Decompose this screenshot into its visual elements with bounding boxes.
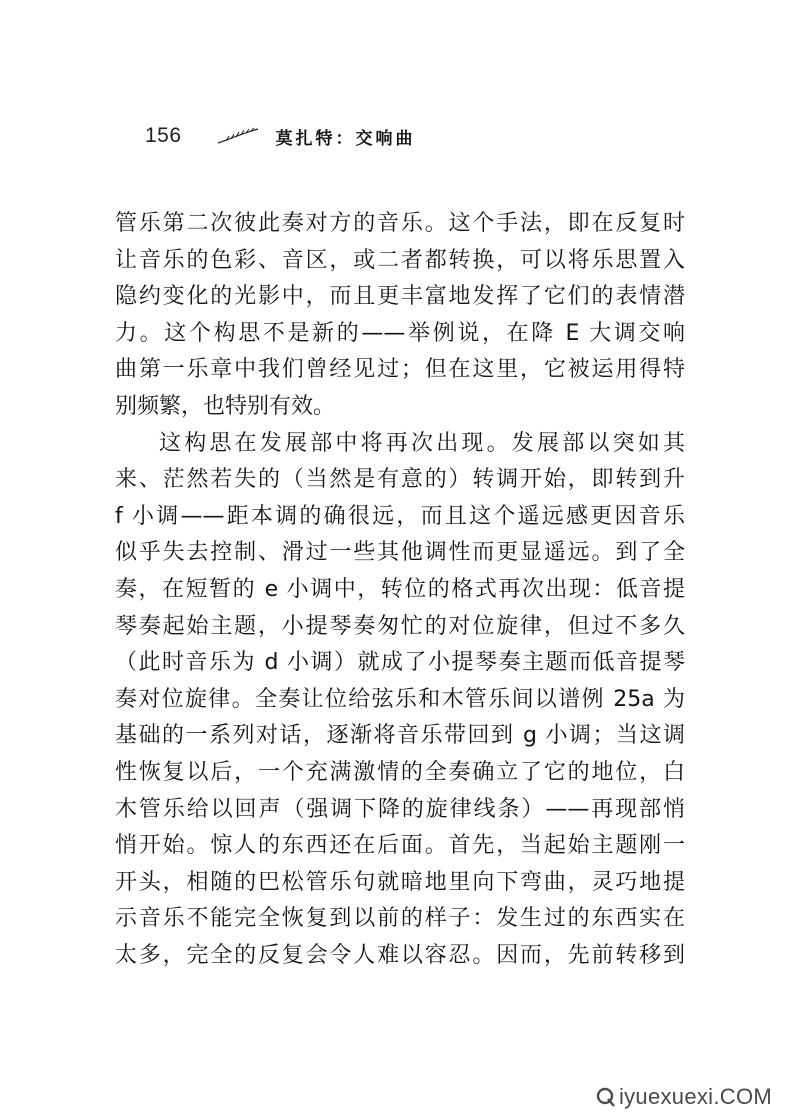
text-line: 让音乐的色彩、音区，或二者都转换，可以将乐思置入	[115, 247, 685, 273]
text-line: 力。这个构思不是新的——举例说，在降 E 大调交响	[115, 320, 685, 346]
watermark-text: iyuexuexi.COM	[618, 1084, 772, 1109]
text-line: 开头，相随的巴松管乐句就暗地里向下弯曲，灵巧地提	[115, 869, 685, 895]
text-line: 示音乐不能完全恢复到以前的样子：发生过的东西实在	[115, 906, 685, 932]
text-line: 奏，在短暂的 e 小调中，转位的格式再次出现：低音提	[115, 576, 685, 602]
page-header	[145, 118, 416, 154]
text-line: 来、茫然若失的（当然是有意的）转调开始，即转到升	[115, 467, 685, 493]
text-line: 管乐第二次彼此奏对方的音乐。这个手法，即在反复时	[115, 211, 685, 236]
running-title: 莫扎特：交响曲	[275, 128, 416, 149]
text-line: 似乎失去控制、滑过一些其他调性而更显遥远。到了全	[115, 540, 685, 566]
watermark-q-logo-icon	[595, 1086, 617, 1108]
body-text	[115, 206, 685, 974]
text-line: 性恢复以后，一个充满激情的全奏确立了它的地位，白	[115, 759, 685, 785]
text-line: 琴奏起始主题，小提琴奏匆忙的对位旋律，但过不多久	[115, 613, 685, 639]
text-line: 别频繁，也特别有效。	[115, 393, 336, 419]
text-line: f 小调——距本调的确很远，而且这个遥远感更因音乐	[115, 503, 685, 529]
text-line: （此时音乐为 d 小调）就成了小提琴奏主题而低音提琴	[115, 650, 685, 676]
text-line: 木管乐给以回声（强调下降的旋律线条）——再现部悄	[115, 796, 685, 822]
paragraph-start-line: 这构思在发展部中将再次出现。发展部以突如其	[159, 430, 685, 456]
text-line: 太多，完全的反复会令人难以容忍。因而，先前转移到	[115, 942, 685, 968]
text-line: 悄开始。惊人的东西还在后面。首先，当起始主题刚一	[115, 833, 685, 859]
text-line: 奏对位旋律。全奏让位给弦乐和木管乐间以谱例 25a 为	[115, 686, 685, 712]
feather-ornament-icon	[216, 126, 260, 146]
text-line: 隐约变化的光影中，而且更丰富地发挥了它们的表情潜	[115, 284, 685, 310]
page-number: 156	[145, 124, 182, 147]
site-watermark	[595, 1084, 772, 1110]
text-line: 基础的一系列对话，逐渐将音乐带回到 g 小调；当这调	[115, 723, 685, 749]
text-line: 曲第一乐章中我们曾经见过；但在这里，它被运用得特	[115, 357, 685, 383]
